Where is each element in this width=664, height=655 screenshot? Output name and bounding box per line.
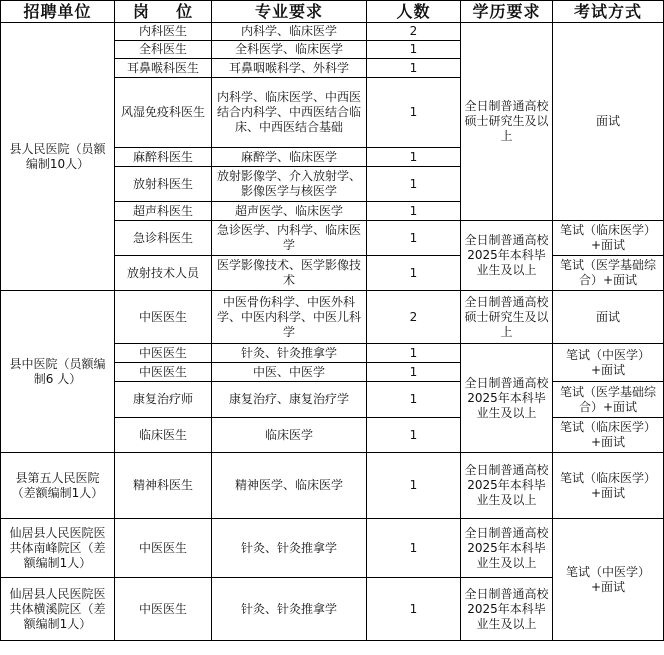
exam-cell: 笔试（中医学）+面试: [553, 344, 664, 382]
count-cell: 1: [367, 453, 461, 519]
post-cell: 急诊科医生: [115, 221, 212, 256]
post-cell: 放射科医生: [115, 167, 212, 202]
count-cell: 2: [367, 291, 461, 344]
major-cell: 麻醉学、临床医学: [212, 148, 367, 167]
count-cell: 1: [367, 59, 461, 78]
major-cell: 放射影像学、介入放射学、影像医学与核医学: [212, 167, 367, 202]
count-cell: 1: [367, 382, 461, 418]
edu-cell: 全日制普通高校硕士研究生及以上: [461, 291, 553, 344]
edu-cell: 全日制普通高校2025年本科毕业生及以上: [461, 519, 553, 578]
count-cell: 1: [367, 167, 461, 202]
major-cell: 临床医学: [212, 418, 367, 453]
post-cell: 中医医生: [115, 344, 212, 363]
exam-cell: 笔试（临床医学）+面试: [553, 453, 664, 519]
count-cell: 1: [367, 344, 461, 363]
count-cell: 1: [367, 41, 461, 59]
major-cell: 内科学、临床医学、中西医结合内科学、中西医结合临床、中西医结合基础: [212, 78, 367, 148]
unit-cell: 县人民医院（员额编制10人）: [1, 23, 115, 291]
header-post: 岗 位: [115, 1, 212, 23]
count-cell: 2: [367, 23, 461, 41]
table-row: [1, 23, 664, 41]
major-cell: 耳鼻咽喉科学、外科学: [212, 59, 367, 78]
post-cell: 风湿免疫科医生: [115, 78, 212, 148]
post-cell: 超声科医生: [115, 202, 212, 221]
unit-cell: 仙居县人民医院医共体横溪院区（差额编制1人）: [1, 578, 115, 641]
table-row: [1, 291, 664, 344]
major-cell: 针灸、针灸推拿学: [212, 344, 367, 363]
exam-cell: 笔试（临床医学）+面试: [553, 221, 664, 256]
unit-cell: 仙居县人民医院医共体南峰院区（差额编制1人）: [1, 519, 115, 578]
major-cell: 医学影像技术、医学影像技术: [212, 256, 367, 291]
exam-cell: 笔试（医学基础综合）+面试: [553, 382, 664, 418]
exam-cell: 面试: [553, 291, 664, 344]
major-cell: 全科医学、临床医学: [212, 41, 367, 59]
edu-cell: 全日制普通高校2025年本科毕业生及以上: [461, 453, 553, 519]
unit-cell: 县第五人民医院（差额编制1人）: [1, 453, 115, 519]
count-cell: 1: [367, 221, 461, 256]
exam-cell: 笔试（中医学）+面试: [553, 519, 664, 641]
exam-cell: 笔试（临床医学）+面试: [553, 418, 664, 453]
post-cell: 中医医生: [115, 578, 212, 641]
edu-cell: 全日制普通高校硕士研究生及以上: [461, 23, 553, 221]
major-cell: 中医骨伤科学、中医外科学、中医内科学、中医儿科学: [212, 291, 367, 344]
exam-cell: 面试: [553, 23, 664, 221]
count-cell: 1: [367, 78, 461, 148]
post-cell: 中医医生: [115, 291, 212, 344]
major-cell: 内科学、临床医学: [212, 23, 367, 41]
edu-cell: 全日制普通高校2025年本科毕业生及以上: [461, 221, 553, 291]
post-cell: 耳鼻喉科医生: [115, 59, 212, 78]
header-count: 人数: [367, 1, 461, 23]
count-cell: 1: [367, 578, 461, 641]
edu-cell: 全日制普通高校2025年本科毕业生及以上: [461, 578, 553, 641]
count-cell: 1: [367, 148, 461, 167]
exam-cell: 笔试（医学基础综合）+面试: [553, 256, 664, 291]
count-cell: 1: [367, 256, 461, 291]
post-cell: 康复治疗师: [115, 382, 212, 418]
header-major: 专业要求: [212, 1, 367, 23]
major-cell: 超声医学、临床医学: [212, 202, 367, 221]
unit-cell: 县中医院（员额编制6 人）: [1, 291, 115, 453]
major-cell: 急诊医学、内科学、临床医学: [212, 221, 367, 256]
post-cell: 放射技术人员: [115, 256, 212, 291]
table-row: [1, 519, 664, 578]
major-cell: 康复治疗、康复治疗学: [212, 382, 367, 418]
major-cell: 针灸、针灸推拿学: [212, 519, 367, 578]
header-unit: 招聘单位: [1, 1, 115, 23]
major-cell: 针灸、针灸推拿学: [212, 578, 367, 641]
header-exam: 考试方式: [553, 1, 664, 23]
count-cell: 1: [367, 363, 461, 382]
major-cell: 中医、中医学: [212, 363, 367, 382]
count-cell: 1: [367, 202, 461, 221]
post-cell: 麻醉科医生: [115, 148, 212, 167]
count-cell: 1: [367, 418, 461, 453]
post-cell: 临床医生: [115, 418, 212, 453]
post-cell: 精神科医生: [115, 453, 212, 519]
post-cell: 中医医生: [115, 363, 212, 382]
edu-cell: 全日制普通高校2025年本科毕业生及以上: [461, 344, 553, 453]
header-row: [1, 1, 664, 23]
count-cell: 1: [367, 519, 461, 578]
post-cell: 中医医生: [115, 519, 212, 578]
table-row: [1, 453, 664, 519]
major-cell: 精神医学、临床医学: [212, 453, 367, 519]
post-cell: 内科医生: [115, 23, 212, 41]
header-edu: 学历要求: [461, 1, 553, 23]
post-cell: 全科医生: [115, 41, 212, 59]
